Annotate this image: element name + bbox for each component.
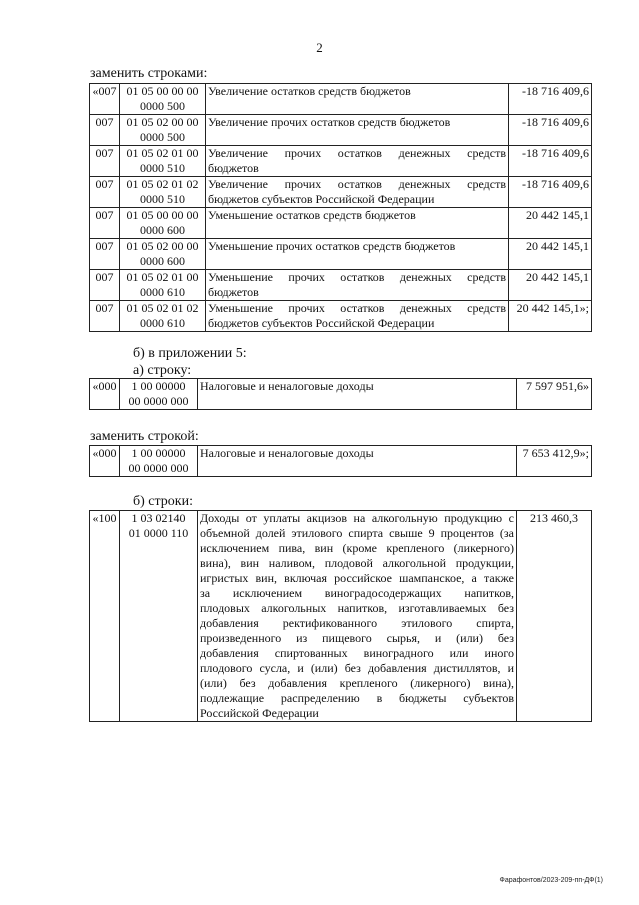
row-code-cell: 007 — [90, 208, 120, 239]
row-amount-cell: 7 597 951,6» — [517, 379, 592, 410]
table-row — [90, 301, 592, 332]
row-kbk-cell: 01 05 02 01 02 0000 610 — [120, 301, 206, 332]
row-amount-cell: 20 442 145,1 — [509, 270, 592, 301]
income-row-old-table — [89, 378, 592, 410]
row-name-cell: Увеличение прочих остатков денежных средств бюджетов — [206, 146, 509, 177]
row-kbk-cell: 01 05 02 00 00 0000 500 — [120, 115, 206, 146]
excise-row-table — [89, 510, 592, 722]
row-amount-cell: -18 716 409,6 — [509, 146, 592, 177]
document-footer-id: Фарафонтов/2023-209-пп-ДФ(1) — [499, 877, 603, 884]
row-kbk-cell: 01 05 02 01 00 0000 610 — [120, 270, 206, 301]
section-heading-replace-rows: заменить строками: — [90, 66, 208, 81]
section-subheading-row: а) строку: — [133, 363, 192, 378]
row-name-cell: Увеличение остатков средств бюджетов — [206, 84, 509, 115]
row-code-cell: 007 — [90, 177, 120, 208]
row-code-cell: «000 — [90, 446, 120, 477]
row-code-cell: 007 — [90, 301, 120, 332]
row-name-cell: Уменьшение прочих остатков денежных средств бюджетов — [206, 270, 509, 301]
row-amount-cell: 213 460,3 — [517, 511, 592, 722]
budget-sources-table — [89, 83, 592, 332]
row-code-cell: 007 — [90, 239, 120, 270]
row-name-cell: Налоговые и неналоговые доходы — [198, 379, 517, 410]
table-row — [90, 446, 592, 477]
row-kbk-cell: 1 00 00000 00 0000 000 — [120, 446, 198, 477]
row-name-cell: Уменьшение прочих остатков денежных средств бюджетов субъектов Российской Федерации — [206, 301, 509, 332]
row-amount-cell: -18 716 409,6 — [509, 115, 592, 146]
section-heading-appendix-5: б) в приложении 5: — [133, 346, 247, 361]
row-name-cell: Уменьшение прочих остатков средств бюджетов — [206, 239, 509, 270]
table-row — [90, 84, 592, 115]
row-code-cell: 007 — [90, 270, 120, 301]
row-amount-cell: 20 442 145,1 — [509, 239, 592, 270]
row-code-cell: «007 — [90, 84, 120, 115]
row-kbk-cell: 1 00 00000 00 0000 000 — [120, 379, 198, 410]
row-amount-cell: 20 442 145,1»; — [509, 301, 592, 332]
row-kbk-cell: 01 05 02 01 00 0000 510 — [120, 146, 206, 177]
row-name-cell: Налоговые и неналоговые доходы — [198, 446, 517, 477]
row-name-cell: Доходы от уплаты акцизов на алкогольную продукцию с объемной долей этилового спирта свыше 9 процентов (за исключением пива, вин (кроме крепленого (ликерного) вина), вин наливом, плодовой алкогольной продукции, игристых вин, включая российское шампанское, а также за исключением виноградосодержащих напитков, плодовых алкогольных напитков, изготавливаемых без добавления ректификованного этилового спирта, произведенного из пищевого сырья, и (или) без добавления спиртованных виноградного или иного плодового сусла, и (или) без добавления дистиллятов, и (или) без добавления крепленого (ликерного) вина), подлежащие распределению в бюджеты субъектов Российской Федерации — [198, 511, 517, 722]
row-name-cell: Уменьшение остатков средств бюджетов — [206, 208, 509, 239]
row-amount-cell: 7 653 412,9»; — [517, 446, 592, 477]
row-kbk-cell: 01 05 02 00 00 0000 600 — [120, 239, 206, 270]
row-kbk-cell: 01 05 00 00 00 0000 500 — [120, 84, 206, 115]
table-row — [90, 115, 592, 146]
row-code-cell: 007 — [90, 115, 120, 146]
row-amount-cell: -18 716 409,6 — [509, 84, 592, 115]
table-row — [90, 208, 592, 239]
table-row — [90, 177, 592, 208]
table-row — [90, 239, 592, 270]
row-amount-cell: -18 716 409,6 — [509, 177, 592, 208]
table-row — [90, 379, 592, 410]
table-row — [90, 270, 592, 301]
row-code-cell: 007 — [90, 146, 120, 177]
income-row-new-table — [89, 445, 592, 477]
row-amount-cell: 20 442 145,1 — [509, 208, 592, 239]
table-row — [90, 511, 592, 722]
row-kbk-cell: 1 03 02140 01 0000 110 — [120, 511, 198, 722]
row-code-cell: «000 — [90, 379, 120, 410]
row-kbk-cell: 01 05 02 01 02 0000 510 — [120, 177, 206, 208]
table-row — [90, 146, 592, 177]
row-kbk-cell: 01 05 00 00 00 0000 600 — [120, 208, 206, 239]
section-heading-replace-row: заменить строкой: — [90, 429, 199, 444]
page-number: 2 — [316, 40, 323, 55]
section-heading-rows: б) строки: — [133, 494, 193, 509]
row-code-cell: «100 — [90, 511, 120, 722]
row-name-cell: Увеличение прочих остатков средств бюджетов — [206, 115, 509, 146]
row-name-cell: Увеличение прочих остатков денежных средств бюджетов субъектов Российской Федерации — [206, 177, 509, 208]
